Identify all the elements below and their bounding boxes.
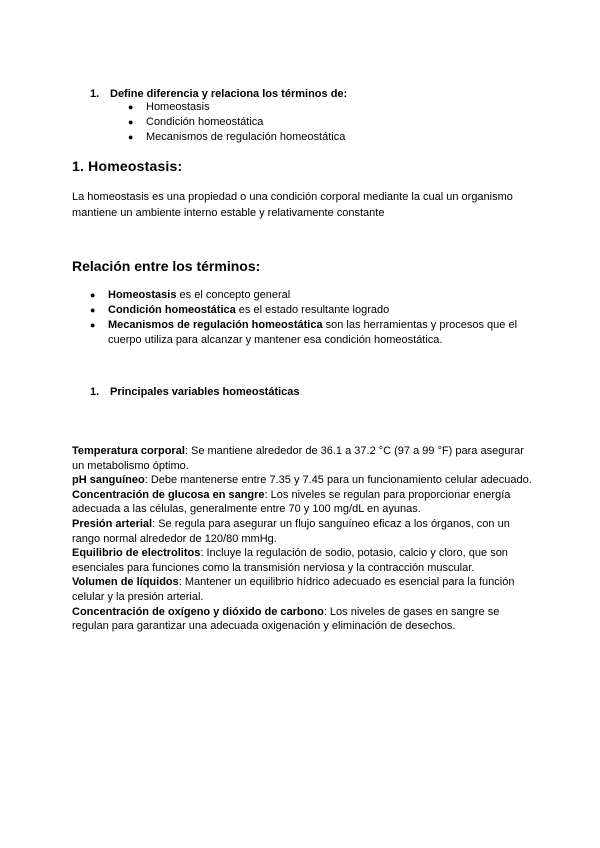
variable-text: : Incluye la regulación de sodio, potasio, calcio y cloro, que son esenciales para funciones como la transmisión nerviosa y la contracción muscular.	[72, 547, 508, 574]
relation-term: Condición homeostática	[108, 304, 236, 316]
variable-item	[72, 546, 532, 575]
variable-text: : Se regula para asegurar un flujo sanguíneo eficaz a los órganos, con un rango normal alrededor de 120/80 mmHg.	[72, 517, 510, 545]
variable-item	[72, 517, 532, 546]
question-1-number: 1.	[90, 88, 100, 100]
question-1-item-label: Mecanismos de regulación homeostática	[146, 131, 346, 143]
variable-text: : Los niveles se regulan para proporcionar energía adecuada a las células, generalmente entre 70 y 100 mg/dL en ayunas.	[72, 488, 511, 516]
variable-item	[72, 605, 532, 634]
variable-item	[72, 488, 532, 517]
question-1-text: Define diferencia y relaciona los términos de:	[110, 88, 348, 100]
variable-term: Presión arterial	[72, 517, 153, 530]
relation-heading: Relación entre los términos:	[72, 258, 261, 274]
bullet-icon: ●	[90, 305, 96, 315]
relation-text: son las herramientas y procesos que el cuerpo utiliza para alcanzar y mantener esa condición homeostática.	[108, 319, 518, 346]
question-1-item-label: Condición homeostática	[146, 116, 264, 128]
variable-text: : Debe mantenerse entre 7.35 y 7.45 para un funcionamiento celular adecuado.	[144, 474, 532, 487]
relation-term: Homeostasis	[108, 289, 177, 301]
homeostasis-paragraph: La homeostasis es una propiedad o una condición corporal mediante la cual un organismo mantiene un ambiente interno estable y relativamente constante	[72, 191, 513, 219]
bullet-icon: ●	[128, 117, 134, 127]
relation-term: Mecanismos de regulación homeostática	[108, 319, 323, 331]
bullet-icon: ●	[128, 132, 134, 142]
relation-bullet	[90, 288, 540, 303]
variable-term: Volumen de líquidos	[72, 576, 179, 589]
variable-text: : Los niveles de gases en sangre se regulan para garantizar una adecuada oxigenación y eliminación de desechos.	[72, 605, 500, 633]
variable-text: : Mantener un equilibrio hídrico adecuado es esencial para la función celular y la presión arterial.	[72, 576, 515, 603]
variables-list	[72, 444, 532, 634]
variable-item	[72, 473, 532, 488]
question-1-item	[128, 131, 345, 143]
question-1-item-label: Homeostasis	[146, 101, 210, 113]
bullet-icon: ●	[90, 290, 96, 300]
question-2-number: 1.	[90, 386, 100, 398]
question-1-item	[128, 101, 210, 113]
relation-bullet	[90, 303, 540, 318]
relation-bullet	[90, 318, 540, 348]
question-2-text: Principales variables homeostáticas	[110, 386, 300, 398]
bullet-icon: ●	[90, 320, 96, 330]
variable-term: Concentración de glucosa en sangre	[72, 488, 265, 501]
variable-item	[72, 444, 532, 473]
relation-text: es el concepto general	[176, 289, 291, 301]
variable-term: Temperatura corporal	[72, 445, 185, 457]
relation-text: es el estado resultante logrado	[235, 304, 390, 316]
variable-text: : Se mantiene alrededor de 36.1 a 37.2 °C (97 a 99 °F) para asegurar un metabolismo óptimo.	[72, 445, 524, 472]
question-1-item	[128, 116, 263, 128]
variable-term: pH sanguíneo	[72, 474, 145, 487]
homeostasis-heading: 1. Homeostasis:	[72, 158, 183, 174]
variable-term: Equilibrio de electrolitos	[72, 547, 201, 560]
question-2-title	[90, 386, 300, 398]
question-1-title	[90, 88, 347, 100]
variable-term: Concentración de oxígeno y dióxido de carbono	[72, 605, 324, 618]
variable-item	[72, 575, 532, 604]
bullet-icon: ●	[128, 102, 134, 112]
